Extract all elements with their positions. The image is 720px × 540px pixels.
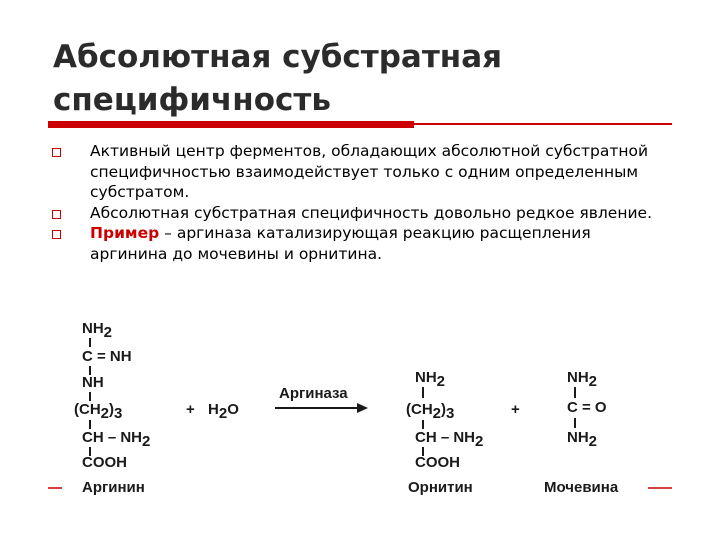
arginine-chnh2-label: CH – NH2 xyxy=(82,429,151,450)
arginine-name: Аргинин xyxy=(82,479,145,496)
ornithine-name: Орнитин xyxy=(408,479,473,496)
ornithine-cooh-label: COOH xyxy=(415,454,460,471)
arginine-nh2-label: NH2 xyxy=(82,320,113,341)
ornithine-chnh2-label: CH – NH2 xyxy=(415,429,484,450)
slide-title: Абсолютная субстратная специфичность xyxy=(53,39,503,118)
urea-nh2-bottom-label: NH2 xyxy=(567,429,598,450)
urea-name: Мочевина xyxy=(544,479,619,496)
water-label: H2O xyxy=(208,401,239,422)
bullet-text: Абсолютная субстратная специфичность довольно редкое явление. xyxy=(90,203,652,222)
bullet-text: – аргиназа катализирующая реакцию расщепления аргинина до мочевины и орнитина. xyxy=(90,224,591,263)
enzyme-label: Аргиназа xyxy=(279,385,348,402)
plus-sign: + xyxy=(186,401,195,418)
ornithine-ch2-label: (CH2)3 xyxy=(406,401,455,422)
arginine-ch2-label: (CH2)3 xyxy=(74,401,123,422)
urea-nh2-top-label: NH2 xyxy=(567,369,598,390)
arginine-cnh-label: C = NH xyxy=(82,348,132,365)
ornithine-nh2-label: NH2 xyxy=(415,369,446,390)
arginine-cooh-label: COOH xyxy=(82,454,127,471)
arginine-nh-label: NH xyxy=(82,374,104,391)
bullet-text: Активный центр ферментов, обладающих абсолютной субстратной специфичностью взаимодействует только с одним определенным субстратом. xyxy=(90,142,649,201)
scheme-background xyxy=(62,313,648,499)
example-highlight: Пример xyxy=(90,224,160,242)
plus-sign: + xyxy=(511,401,520,418)
urea-co-label: C = O xyxy=(567,399,607,416)
